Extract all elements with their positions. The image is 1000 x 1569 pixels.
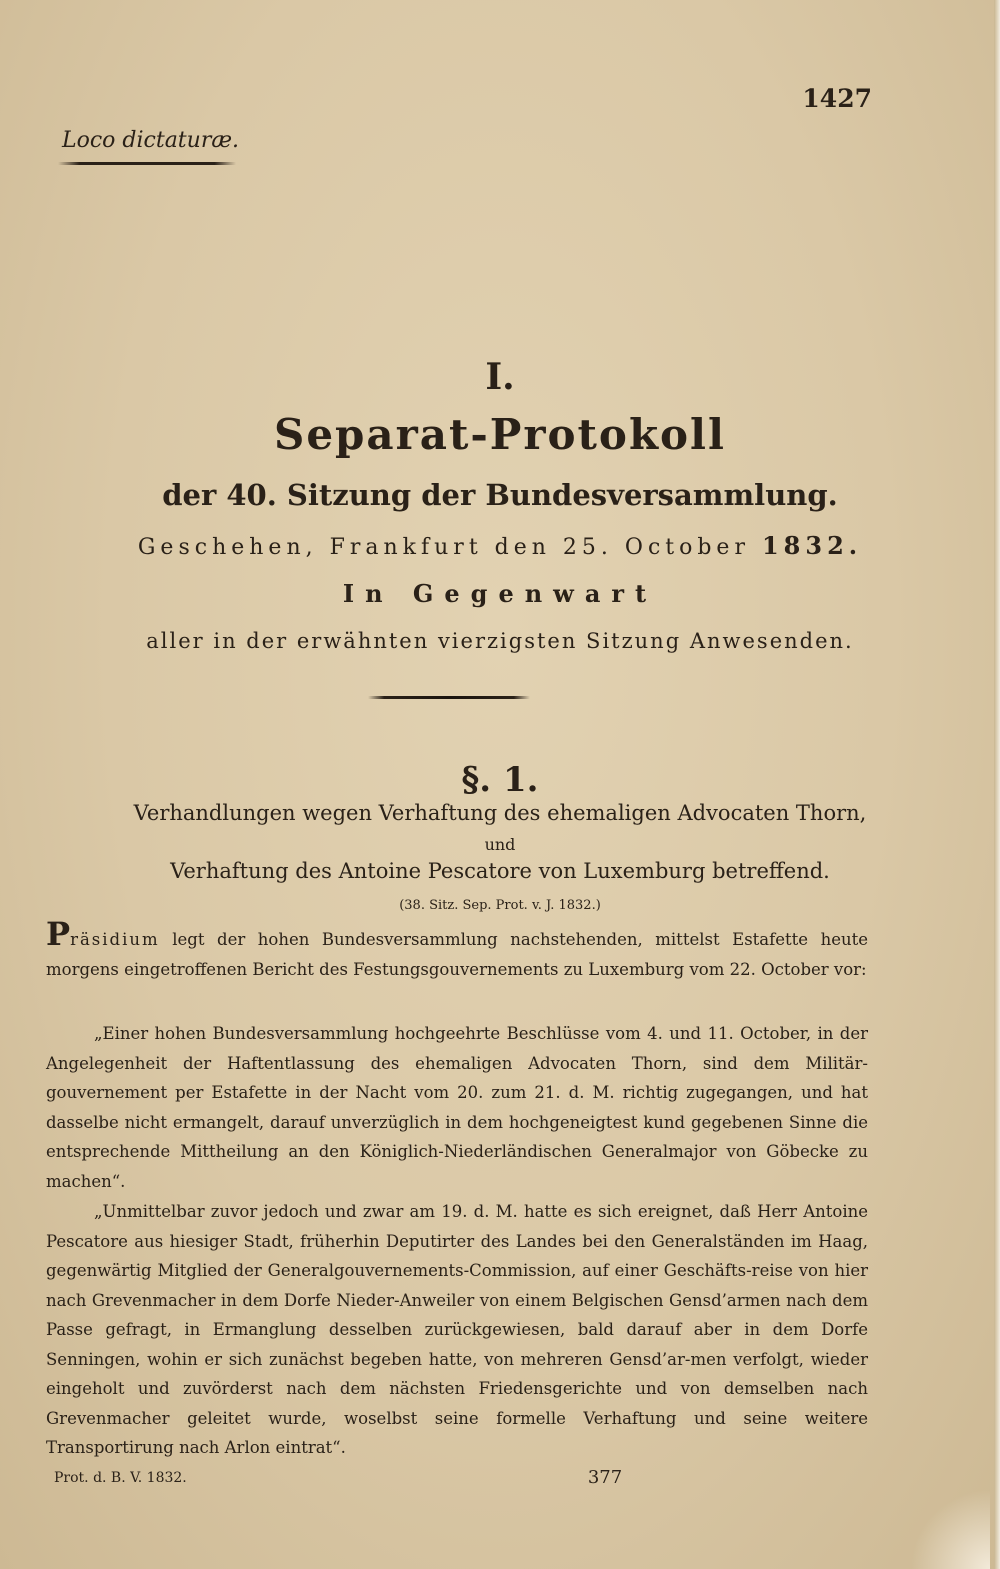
roman-numeral: I. [485, 356, 515, 398]
attendees-line: aller in der erwähnten vierzigsten Sitzung Anwesenden. [146, 629, 854, 653]
date-year: 1832. [761, 531, 863, 560]
footer-page-number: 377 [587, 1467, 623, 1488]
section-heading-line2: Verhaftung des Antoine Pescatore von Luxemburg betreffend. [170, 859, 830, 883]
paragraph-text: legt der hohen Bundesversammlung nachstehenden, mittelst Estafette heute morgens eingetroffenen Bericht des Festungsgouvernements zu Luxemburg vom 22. October vor: [46, 930, 868, 979]
paragraph-spaced-word: räsidium [70, 930, 160, 949]
paper-stain [910, 1489, 990, 1569]
page-number: 1427 [802, 84, 872, 113]
loco-dictaturae-heading: Loco dictaturæ. [62, 128, 240, 153]
paragraph-report-1: „Einer hohen Bundesversammlung hochgeehrte Beschlüsse vom 4. und 11. October, in der Angelegenheit der Haftentlassung des ehemaligen Advocaten Thorn, sind dem Militär-gouvernement per Estafette in der Nacht vom 20. zum 21. d. M. richtig zugegangen, und hat dasselbe nicht ermangelt, darauf unverzüglich in dem hochgeneigtest kund gegebenen Sinne die entsprechende Mittheilung an den Königlich-Niederländischen Generalmajor von Göbecke zu machen“. [46, 1024, 868, 1191]
section-reference: (38. Sitz. Sep. Prot. v. J. 1832.) [399, 898, 601, 913]
section-divider [368, 696, 530, 699]
document-title: Separat-Protokoll [274, 410, 726, 459]
paragraph-praesidium [46, 915, 868, 984]
heading-rule [58, 162, 236, 165]
paragraph-report-2: „Unmittelbar zuvor jedoch und zwar am 19. d. M. hatte es sich ereignet, daß Herr Antoine Pescatore aus hiesiger Stadt, früherhin Deputirter des Landes bei den Generalständen im Haag, gegenwärtig Mitglied der Generalgouvernements-Commission, auf einer Geschäfts-reise von hier nach Grevenmacher in dem Dorfe Nieder-Anweiler von einem Belgischen Gensd’armen nach dem Passe gefragt, in Ermanglung desselben zurückgewiesen, bald darauf aber in dem Dorfe Senningen, wohin er sich zunächst begeben hatte, von mehreren Gensd’ar-men verfolgt, wieder eingeholt und zuvörderst nach dem nächsten Friedensgerichte und von demselben nach Grevenmacher geleitet wurde, woselbst seine formelle Verhaftung und seine weitere Transportirung nach Arlon eintrat“. [46, 1202, 868, 1457]
date-line [0, 531, 1000, 560]
drop-cap: P [46, 915, 71, 953]
date-text: Geschehen, Frankfurt den 25. October [137, 535, 750, 560]
presence-heading: In Gegenwart [342, 579, 658, 608]
footer-signature: Prot. d. B. V. 1832. [54, 1470, 187, 1486]
section-heading-und: und [484, 835, 516, 854]
document-subtitle: der 40. Sitzung der Bundesversammlung. [162, 478, 838, 512]
section-heading-line1: Verhandlungen wegen Verhaftung des ehemaligen Advocaten Thorn, [133, 801, 867, 825]
section-number: §. 1. [461, 760, 539, 800]
